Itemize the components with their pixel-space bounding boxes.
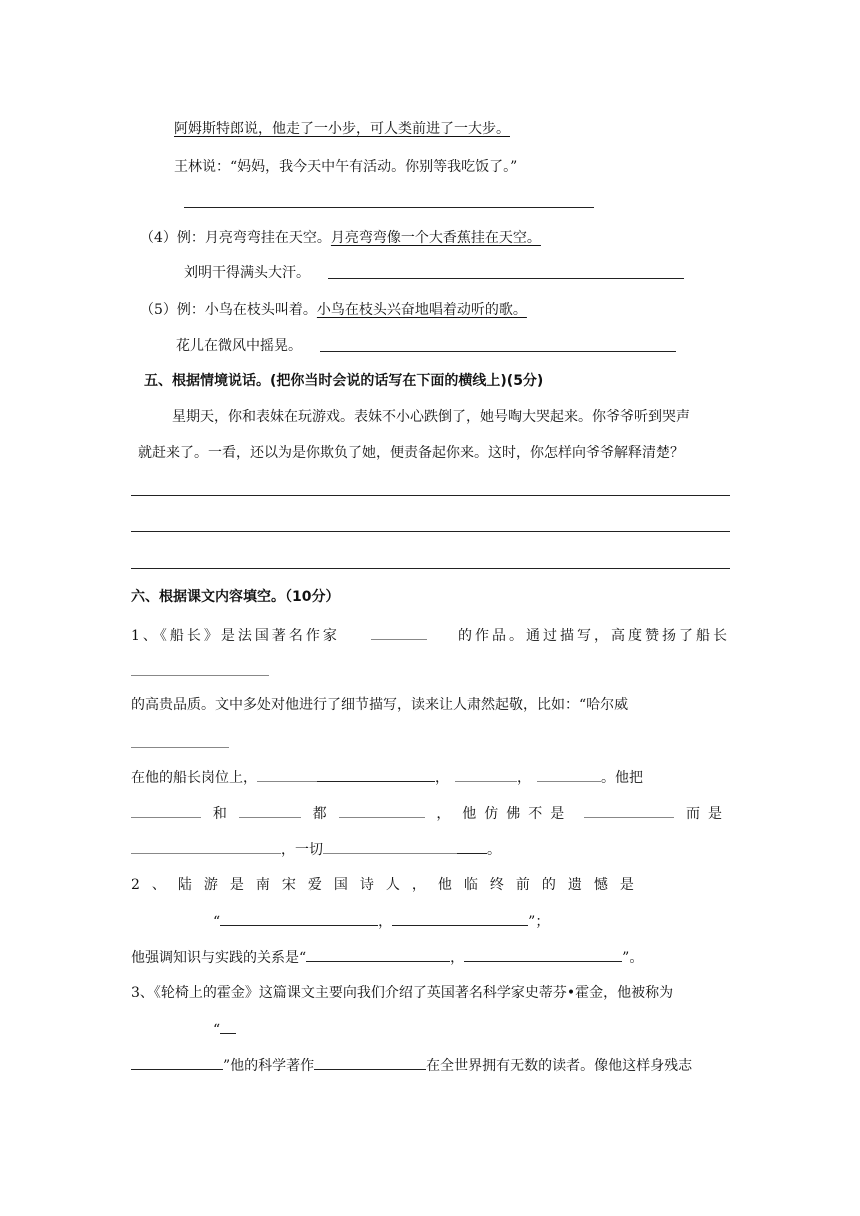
q2-open-quote: “: [213, 914, 221, 930]
section5-answer-line-2[interactable]: [131, 531, 730, 532]
q2-text-a: 2、陆游是南宋爱国诗人，他临终前的遗憾是: [131, 877, 646, 893]
q1-dou: 都: [312, 806, 327, 822]
q3-text-a: 3、《轮椅上的霍金》这篇课文主要向我们介绍了英国著名科学家史蒂芬•霍金，他被称为: [131, 985, 674, 1001]
ex4-answer: 月亮弯弯像一个大香蕉挂在天空。: [330, 230, 541, 246]
q1-blank-4[interactable]: [455, 767, 517, 782]
q1-line1: [131, 625, 730, 646]
q3-line3: [131, 1055, 692, 1076]
ex5-answer-line[interactable]: [320, 351, 676, 352]
q1-blank-12[interactable]: [457, 839, 487, 854]
q1-comma-2: ，: [517, 770, 531, 786]
q2-blank-1[interactable]: [220, 911, 378, 926]
section5-prompt-line2: 就赶来了。一看，还以为是你欺负了她，便责备起你来。这时，你怎样向爷爷解释清楚？: [138, 445, 684, 461]
q1-comma-1: ，: [435, 770, 449, 786]
q1-blank-9[interactable]: [584, 803, 674, 818]
q3-text-b: ”他的科学著作: [223, 1058, 315, 1074]
q1-blank-10[interactable]: [131, 839, 281, 854]
q2-end: ”。: [622, 950, 644, 966]
q3-blank-3[interactable]: [314, 1055, 426, 1070]
q2-line2: [213, 911, 549, 932]
section5-heading: 五、根据情境说话。(把你当时会说的话写在下面的横线上)(5分): [144, 373, 544, 389]
section6-heading: 六、根据课文内容填空。（10分）: [131, 589, 340, 605]
q2-blank-2[interactable]: [392, 911, 528, 926]
q1-blank-8[interactable]: [339, 803, 425, 818]
q1-he-ba: 他把: [615, 770, 643, 786]
ex4-label: （4）例：月亮弯弯挂在天空。: [140, 230, 331, 246]
q1-text-b: 的作品。通过描写，高度赞扬了船长: [457, 628, 730, 644]
q1-he: 和: [212, 806, 227, 822]
ex5-label: （5）例：小鸟在枝头叫着。: [140, 302, 317, 318]
q3-text-c: 在全世界拥有无数的读者。像他这样身残志: [426, 1058, 693, 1074]
section5-answer-line-1[interactable]: [131, 495, 730, 496]
q1-er-shi: 而是: [686, 806, 730, 822]
ex5-answer: 小鸟在枝头兴奋地唱着动听的歌。: [316, 302, 527, 318]
q1-line6: [131, 839, 501, 860]
q2-line3: [131, 947, 643, 968]
q1-blank-3[interactable]: [317, 767, 435, 782]
ex5-example: [140, 300, 527, 320]
ex4-answer-line[interactable]: [328, 278, 684, 279]
q1-blank-author[interactable]: [371, 625, 427, 640]
q3-blank-2[interactable]: [131, 1055, 223, 1070]
q2-comma: ，: [378, 914, 393, 930]
q1-ta-fangfu: 他仿佛不是: [462, 806, 573, 822]
section5-prompt-line1: 星期天，你和表妹在玩游戏。表妹不小心跌倒了，她号啕大哭起来。你爷爷听到哭声: [172, 409, 690, 425]
q1-blank-6[interactable]: [131, 803, 201, 818]
q1-blank-5[interactable]: [537, 767, 601, 782]
section5-answer-line-3[interactable]: [131, 568, 730, 569]
ex5-task-sentence: 花儿在微风中摇晃。: [176, 338, 302, 354]
ex4-example: [140, 228, 541, 248]
q1-blank-7[interactable]: [239, 803, 301, 818]
q1-blank-2[interactable]: [257, 767, 317, 782]
ex3-task-sentence: 王林说：“妈妈，我今天中午有活动。你别等我吃饭了。”: [174, 159, 518, 175]
q1-text-a: 1、《船长》是法国著名作家: [131, 628, 340, 644]
q1-line5: [131, 803, 730, 824]
q1-blank-quality[interactable]: [131, 675, 269, 676]
q1-period: 。: [601, 770, 615, 786]
q1-end: 。: [487, 842, 501, 858]
q1-comma-3: ，: [436, 806, 451, 822]
ex3-answer-line[interactable]: [184, 207, 594, 208]
q2-line1: [131, 875, 730, 895]
ex5-task: [176, 336, 302, 356]
q2-comma-2: ，: [450, 950, 465, 966]
ex3-example-sentence: 阿姆斯特郎说，他走了一小步，可人类前进了一大步。: [174, 121, 510, 137]
q3-line2: [213, 1019, 236, 1040]
q1-line4: [131, 767, 643, 788]
q2-text-b: 他强调知识与实践的关系是“: [131, 950, 307, 966]
q2-blank-4[interactable]: [464, 947, 622, 962]
q1-blank-detail-1[interactable]: [131, 747, 229, 748]
q3-open-quote: “: [213, 1022, 221, 1038]
q1-text-d: 在他的船长岗位上，: [131, 770, 257, 786]
q3-blank-1[interactable]: [220, 1019, 236, 1034]
q2-blank-3[interactable]: [306, 947, 450, 962]
q1-blank-11[interactable]: [323, 839, 457, 854]
ex4-task: [184, 263, 310, 283]
ex4-task-sentence: 刘明干得满头大汗。: [184, 265, 310, 281]
q1-yiqie: ，一切: [281, 842, 323, 858]
q1-text-c: 的高贵品质。文中多处对他进行了细节描写，读来让人肃然起敬，比如：“哈尔威: [131, 697, 629, 713]
q2-close-quote: ”；: [528, 914, 550, 930]
